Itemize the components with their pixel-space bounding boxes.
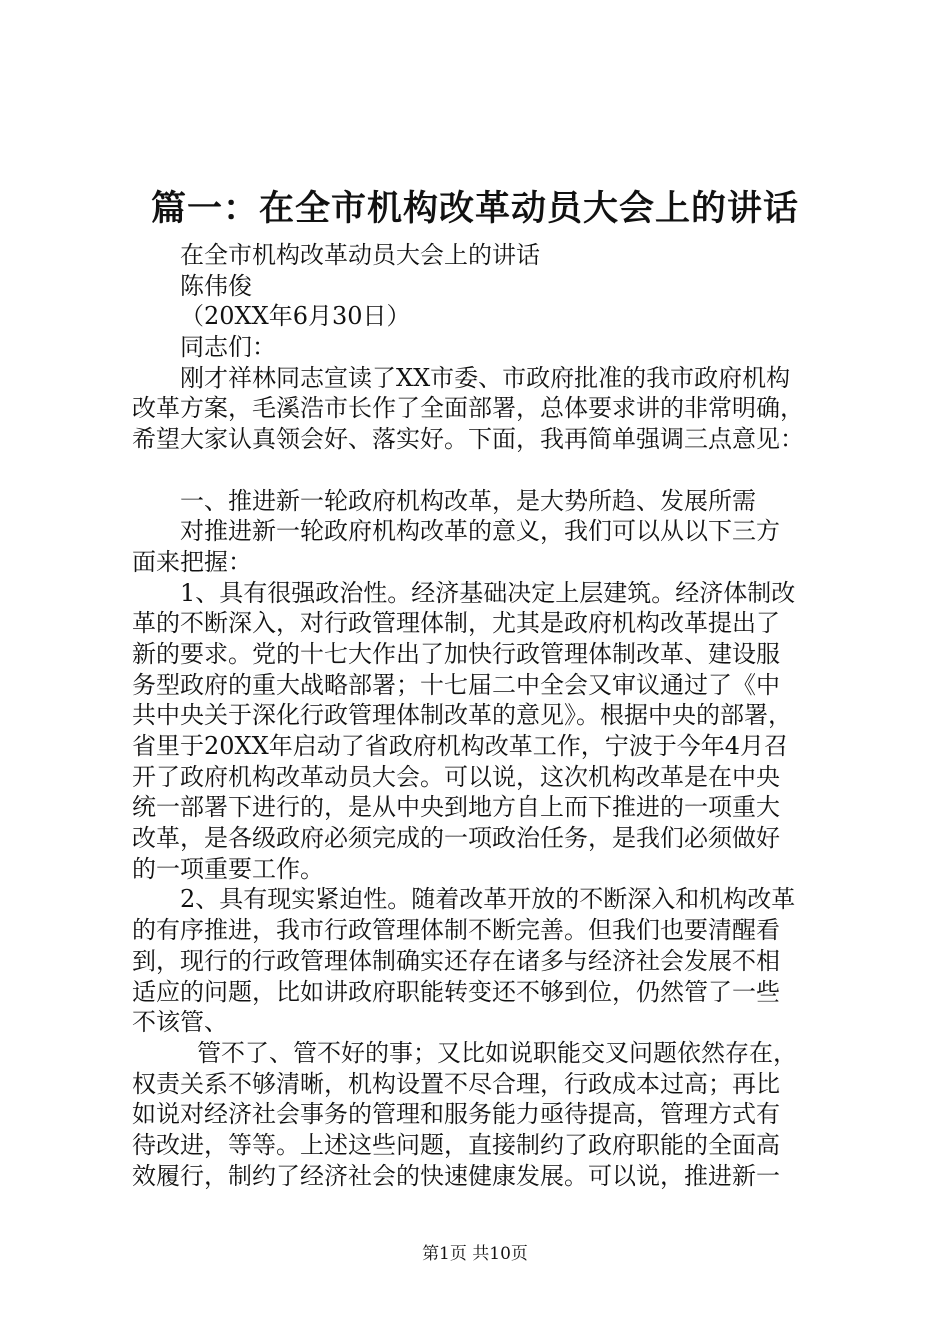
paragraph-line: 希望大家认真领会好、落实好。下面，我再简单强调三点意见：	[132, 425, 804, 454]
paragraph-line: 适应的问题，比如讲政府职能转变还不够到位，仍然管了一些	[132, 977, 780, 1006]
paragraph-line: 到，现行的行政管理体制确实还存在诸多与经济社会发展不相	[132, 946, 780, 975]
section-heading: 一、推进新一轮政府机构改革，是大势所趋、发展所需	[180, 486, 756, 515]
paragraph-line: 开了政府机构改革动员大会。可以说，这次机构改革是在中央	[132, 762, 780, 791]
paragraph-line: 权责关系不够清晰，机构设置不尽合理，行政成本过高；再比	[132, 1069, 780, 1098]
paragraph-line: 的有序推进，我市行政管理体制不断完善。但我们也要清醒看	[132, 916, 780, 945]
paragraph-line: 2、具有现实紧迫性。随着改革开放的不断深入和机构改革	[180, 885, 796, 914]
salutation-line: 同志们：	[180, 333, 276, 362]
paragraph-line: 对推进新一轮政府机构改革的意义，我们可以从以下三方	[180, 517, 780, 546]
page-number-footer: 第1页 共10页	[422, 1244, 528, 1264]
document-title: 篇一：在全市机构改革动员大会上的讲话	[150, 188, 799, 229]
paragraph-line: 如说对经济社会事务的管理和服务能力亟待提高，管理方式有	[132, 1100, 780, 1129]
paragraph-line: 改革方案，毛溪浩市长作了全面部署，总体要求讲的非常明确，	[132, 394, 804, 423]
paragraph-line: 待改进，等等。上述这些问题，直接制约了政府职能的全面高	[132, 1130, 780, 1159]
author-line: 陈伟俊	[180, 271, 252, 300]
paragraph-line: 统一部署下进行的，是从中央到地方自上而下推进的一项重大	[132, 793, 780, 822]
paragraph-line: 1、具有很强政治性。经济基础决定上层建筑。经济体制改	[180, 578, 796, 607]
paragraph-line: 面来把握：	[132, 547, 252, 576]
paragraph-line: 效履行，制约了经济社会的快速健康发展。可以说，推进新一	[132, 1161, 780, 1190]
subtitle-line: 在全市机构改革动员大会上的讲话	[180, 241, 540, 269]
paragraph-line: 省里于20XX年启动了省政府机构改革工作，宁波于今年4月召	[132, 732, 788, 760]
paragraph-line: 刚才祥林同志宣读了XX市委、市政府批准的我市政府机构	[180, 363, 791, 392]
paragraph-line: 管不了、管不好的事；又比如说职能交叉问题依然存在，	[197, 1038, 797, 1067]
paragraph-line: 改革，是各级政府必须完成的一项政治任务，是我们必须做好	[132, 824, 780, 853]
date-line: （20XX年6月30日）	[180, 302, 411, 331]
blank-line	[132, 455, 832, 486]
paragraph-line: 的一项重要工作。	[132, 854, 324, 883]
paragraph-line: 共中央关于深化行政管理体制改革的意见》。根据中央的部署，	[132, 701, 792, 730]
paragraph-line: 不该管、	[132, 1008, 228, 1037]
paragraph-line: 新的要求。党的十七大作出了加快行政管理体制改革、建设服	[132, 639, 780, 668]
document-body	[132, 240, 832, 1191]
paragraph-line: 务型政府的重大战略部署；十七届二中全会又审议通过了《中	[132, 670, 780, 699]
paragraph-line: 革的不断深入，对行政管理体制，尤其是政府机构改革提出了	[132, 609, 780, 638]
